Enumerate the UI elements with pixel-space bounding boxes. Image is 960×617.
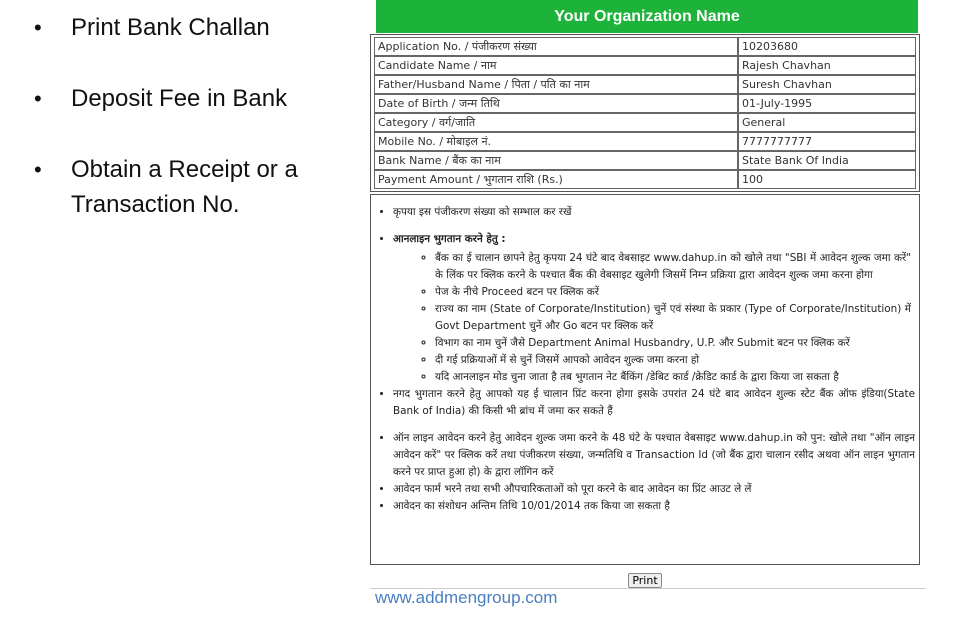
print-button-wrap [370, 569, 920, 588]
challan-panel [370, 0, 926, 588]
table-row [374, 75, 916, 94]
bullet-item [34, 81, 334, 116]
row-label: Application No. / पंजीकरण संख्या [374, 37, 738, 56]
table-row [374, 132, 916, 151]
bullet-dot-icon: • [34, 86, 42, 111]
online-step: ◦ विभाग का नाम चुनें जैसे Department Animal Husbandry, U.P. और Submit बटन पर क्लिक करें [435, 335, 915, 352]
row-value: State Bank Of India [738, 151, 916, 170]
row-label: Father/Husband Name / पिता / पति का नाम [374, 75, 738, 94]
bullet-text: Print Bank Challan [71, 14, 270, 41]
table-row [374, 37, 916, 56]
row-value: 7777777777 [738, 132, 916, 151]
online-step: ◦ दी गई प्रक्रियाओं में से चुनें जिसमें आपको आवेदन शुल्क जमा करना हो [435, 352, 915, 369]
bullet-item [34, 152, 334, 222]
row-label: Mobile No. / मोबाइल नं. [374, 132, 738, 151]
row-value: General [738, 113, 916, 132]
bullet-item [34, 10, 334, 45]
instruction-keep-number: • कृपया इस पंजीकरण संख्या को सम्भाल कर रखें [393, 204, 919, 221]
online-step: ◦ पेज के नीचे Proceed बटन पर क्लिक करें [435, 284, 915, 301]
instructions-list [371, 204, 919, 515]
row-value: Rajesh Chavhan [738, 56, 916, 75]
instructions-box [370, 194, 920, 565]
bullet-text: Deposit Fee in Bank [71, 85, 288, 112]
row-label: Payment Amount / भुगतान राशि (Rs.) [374, 170, 738, 189]
online-step: ◦ राज्य का नाम (State of Corporate/Institution) चुनें एवं संस्था के प्रकार (Type of Corporate/Institution) में Govt Department चुनें और Go बटन पर क्लिक करें [435, 301, 915, 335]
row-label: Date of Birth / जन्म तिथि [374, 94, 738, 113]
instruction-online-apply: • ऑन लाइन आवेदन करने हेतु आवेदन शुल्क जमा करने के 48 घंटे के पश्चात वेबसाइट www.dahup.in को पुन: खोले तथा "ऑन लाइन आवेदन करें" पर क्लिक करें तथा पंजीकरण संख्या, जन्मतिथि व Transaction Id (जो बैंक द्वारा चालान रसीद अथवा ऑन लाइन भुगतान करने पर प्राप्त हुआ हो) के द्वारा लॉगिन करें [393, 430, 919, 481]
instruction-last-date: • आवेदन का संशोधन अन्तिम तिथि 10/01/2014 तक किया जा सकता है [393, 498, 919, 515]
print-button[interactable]: Print [628, 573, 661, 588]
row-value: Suresh Chavhan [738, 75, 916, 94]
bullet-dot-icon: • [34, 157, 42, 182]
table-row [374, 94, 916, 113]
footer-website: www.addmengroup.com [375, 588, 558, 607]
table-row [374, 113, 916, 132]
row-label: Bank Name / बैंक का नाम [374, 151, 738, 170]
row-value: 100 [738, 170, 916, 189]
instruction-cash-payment: • नगद भुगतान करने हेतु आपको यह ई चालान प्रिंट करना होगा इसके उपरांत 24 घंटे बाद आवेदन शुल्क स्टेट बैंक ऑफ इंडिया(State Bank of India) की किसी भी ब्रांच में जमा कर सकते हैं [393, 386, 919, 420]
table-row [374, 151, 916, 170]
applicant-info-table [374, 37, 916, 189]
row-value: 01-July-1995 [738, 94, 916, 113]
bullet-dot-icon: • [34, 15, 42, 40]
table-row [374, 170, 916, 189]
slide-bullet-list [34, 10, 334, 258]
online-step: ◦ यदि आनलाइन मोड चुना जाता है तब भुगतान नेट बैंकिंग /डेबिट कार्ड /क्रेडिट कार्ड के द्वारा किया जा सकता है [435, 369, 915, 386]
row-value: 10203680 [738, 37, 916, 56]
row-label: Candidate Name / नाम [374, 56, 738, 75]
bullet-text: Obtain a Receipt or a Transaction No. [71, 156, 298, 218]
applicant-info-box [370, 34, 920, 192]
row-label: Category / वर्ग/जाति [374, 113, 738, 132]
organization-header: Your Organization Name [376, 0, 918, 33]
online-payment-heading: आनलाइन भुगतान करने हेतु : [393, 233, 506, 245]
online-step: ◦ बैंक का ई चालान छापने हेतु कृपया 24 घंटे बाद वेबसाइट www.dahup.in को खोले तथा "SBI में आवेदन शुल्क जमा करें" के लिंक पर क्लिक करने के पश्चात बैंक की वेबसाइट खुलेगी जिसमें निम्न प्रक्रिया द्वारा आवेदन शुल्क जमा करना होगा [435, 250, 915, 284]
table-row [374, 56, 916, 75]
online-steps-list [393, 250, 915, 386]
instruction-online-payment [393, 231, 919, 386]
instruction-print-form: • आवेदन फार्म भरने तथा सभी औपचारिकताओं को पूरा करने के बाद आवेदन का प्रिंट आउट ले लें [393, 481, 919, 498]
